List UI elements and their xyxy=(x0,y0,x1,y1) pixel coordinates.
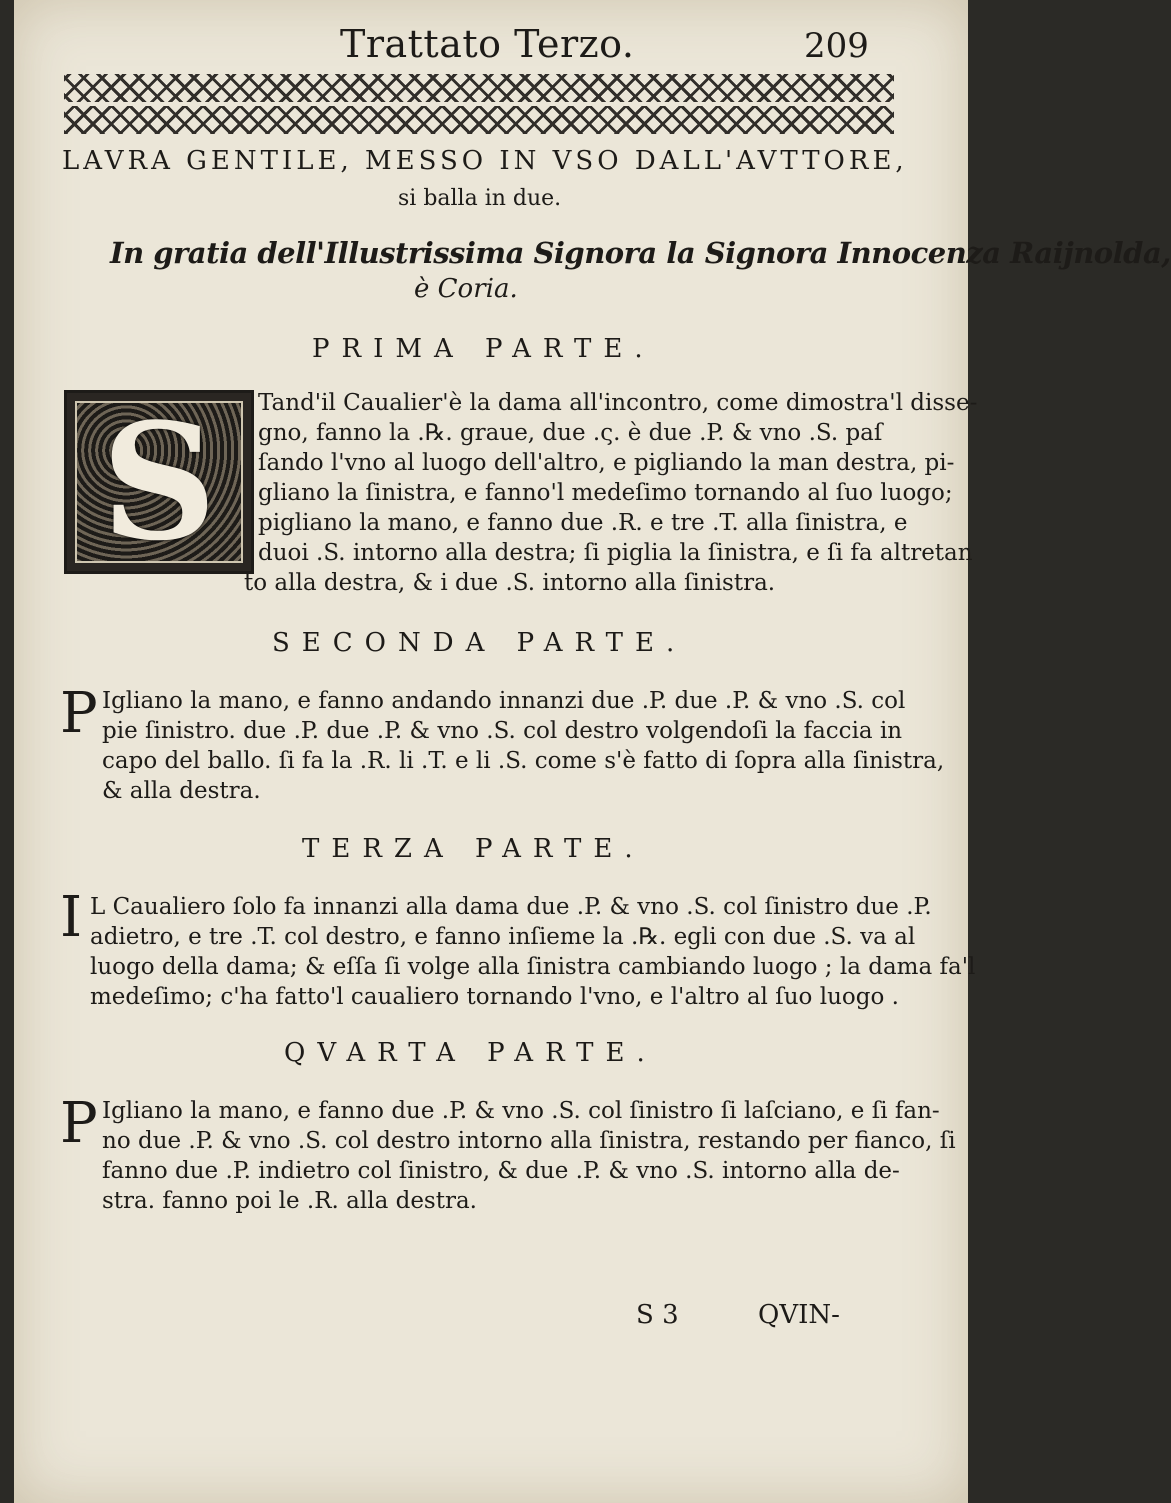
drop-cap: P xyxy=(60,1091,98,1156)
text-line: duoi .S. intorno alla destra; ſi piglia la ſinistra, e ſi fa altretan xyxy=(258,540,973,566)
dance-title: LAVRA GENTILE, MESSO IN VSO DALL'AVTTORE, xyxy=(62,146,908,176)
text-line: gliano la ſinistra, e fanno'l medeſimo tornando al ſuo luogo; xyxy=(258,480,953,506)
text-line: no due .P. & vno .S. col destro intorno alla ſinistra, restando per fianco, ſi xyxy=(102,1128,956,1154)
dedication-line-2: è Coria. xyxy=(414,274,518,304)
page-number: 209 xyxy=(804,26,869,66)
dedication-line-1: In gratia dell'Illustrissima Signora la Signora Innocenza Raijnolda, xyxy=(110,236,1171,270)
initial-letter: S xyxy=(101,388,217,576)
text-line: to alla destra, & i due .S. intorno alla ſinistra. xyxy=(244,570,776,596)
ornamental-band xyxy=(64,74,894,134)
book-page xyxy=(14,0,1171,1503)
catchword: QVIN- xyxy=(758,1300,840,1330)
text-line: pigliano la mano, e fanno due .R. e tre .T. alla ſinistra, e xyxy=(258,510,908,536)
drop-cap: I xyxy=(60,885,83,950)
dance-subtitle: si balla in due. xyxy=(398,186,562,211)
paragraph-quarta xyxy=(102,1096,956,1216)
paragraph-prima-end xyxy=(244,568,904,598)
paragraph-prima-top xyxy=(258,388,978,568)
text-line: stra. fanno poi le .R. alla destra. xyxy=(102,1188,477,1214)
text-line: pie ſinistro. due .P. due .P. & vno .S. col destro volgendoſi la faccia in xyxy=(102,718,903,744)
text-line: medeſimo; c'ha fatto'l caualiero tornando l'vno, e l'altro al ſuo luogo . xyxy=(90,984,899,1010)
text-line: Igliano la mano, e fanno due .P. & vno .S. col ſinistro ſi laſciano, e ſi fan- xyxy=(102,1098,940,1124)
text-line: Igliano la mano, e fanno andando innanzi due .P. due .P. & vno .S. col xyxy=(102,688,906,714)
text-line: L Caualiero ſolo fa innanzi alla dama due .P. & vno .S. col ſinistro due .P. xyxy=(90,894,932,920)
section-title-terza: TERZA PARTE. xyxy=(302,834,645,864)
signature-mark: S 3 xyxy=(636,1300,679,1330)
running-header xyxy=(14,22,968,66)
text-line: gno, fanno la .℞. graue, due .ς. è due .P. & vno .S. paſ xyxy=(258,420,883,446)
section-title-seconda: SECONDA PARTE. xyxy=(272,628,687,658)
section-title-quarta: QVARTA PARTE. xyxy=(284,1038,657,1068)
text-line: fanno due .P. indietro col ſinistro, & due .P. & vno .S. intorno alla de- xyxy=(102,1158,900,1184)
text-line: Tand'il Caualier'è la dama all'incontro, come dimostra'l disse- xyxy=(258,390,978,416)
section-title-prima: PRIMA PARTE. xyxy=(312,334,655,364)
text-line: ſando l'vno al luogo dell'altro, e pigliando la man destra, pi- xyxy=(258,450,955,476)
paragraph-seconda xyxy=(102,686,945,806)
text-line: luogo della dama; & eſſa ſi volge alla ſinistra cambiando luogo ; la dama fa'l xyxy=(90,954,976,980)
text-line: capo del ballo. ſi fa la .R. li .T. e li .S. come s'è fatto di ſopra alla ſinistra, xyxy=(102,748,945,774)
text-line: & alla destra. xyxy=(102,778,261,804)
running-title: Trattato Terzo. xyxy=(340,22,635,66)
drop-cap: P xyxy=(60,681,98,746)
paragraph-terza xyxy=(90,892,976,1012)
text-line: adietro, e tre .T. col destro, e fanno inſieme la .℞. egli con due .S. va al xyxy=(90,924,916,950)
decorated-initial xyxy=(64,390,254,574)
